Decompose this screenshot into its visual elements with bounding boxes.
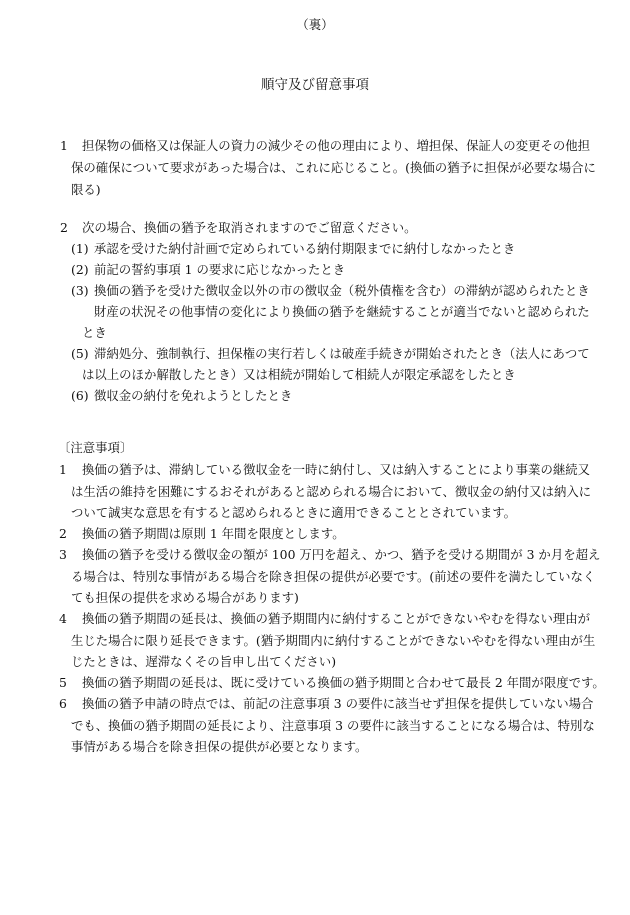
- note-line: じたときは、遅滞なくその旨申し出てください): [71, 654, 337, 669]
- section-2-item-text: 滞納処分、強制執行、担保権の実行若しくは破産手続きが開始されたとき（法人にあつて: [94, 346, 590, 361]
- section-1-line: 限る): [71, 182, 101, 197]
- page-title: 順守及び留意事項: [261, 77, 369, 93]
- note-line: 換価の猶予申請の時点では、前記の注意事項 3 の要件に該当せず担保を提供していない場合: [82, 696, 594, 711]
- note-line: 換価の猶予期間の延長は、既に受けている換価の猶予期間と合わせて最長 2 年間が限度です。: [82, 675, 605, 690]
- note-line: は生活の維持を困難にするおそれがあると認められる場合において、徴収金の納付又は納入に: [71, 484, 592, 499]
- note-number: 1: [59, 462, 67, 477]
- note-line: る場合は、特別な事情がある場合を除き担保の提供が必要です。(前述の要件を満たしていなく: [71, 569, 596, 584]
- section-2-number: 2: [60, 220, 68, 235]
- notes-heading: 〔注意事項〕: [58, 440, 133, 455]
- note-line: 生じた場合に限り延長できます。(猶予期間内に納付することができないやむを得ない理由が生: [71, 633, 596, 648]
- section-2-item-text: は以上のほか解散したとき）又は相続が開始して相続人が限定承認をしたとき: [82, 367, 516, 382]
- note-number: 4: [59, 611, 67, 626]
- note-line: ついて誠実な意思を有すると認められるときに適用できることとされています。: [71, 505, 517, 520]
- section-2-item-label: (5): [71, 346, 89, 361]
- header-mark: （裏）: [296, 17, 334, 32]
- note-number: 6: [59, 696, 67, 711]
- note-number: 5: [59, 675, 67, 690]
- section-1-line: 担保物の価格又は保証人の資力の減少その他の理由により、増担保、保証人の変更その他担: [82, 138, 591, 153]
- section-2-item-text: 徴収金の納付を免れようとしたとき: [94, 388, 293, 403]
- note-line: 換価の猶予は、滞納している徴収金を一時に納付し、又は納入することにより事業の継続又: [82, 462, 591, 477]
- section-2-item-text: 財産の状況その他事情の変化により換価の猶予を継続することが適当でないと認められた: [94, 304, 590, 319]
- section-1-line: 保の確保について要求があった場合は、これに応じること。(換価の猶予に担保が必要な場合に: [71, 160, 596, 175]
- note-line: 事情がある場合を除き担保の提供が必要となります。: [71, 739, 368, 754]
- section-2-lead: 次の場合、換価の猶予を取消されますのでご留意ください。: [82, 220, 417, 235]
- section-2-item-label: (2): [71, 262, 89, 277]
- note-line: ても担保の提供を求める場合があります): [71, 590, 299, 605]
- section-2-item-label: (3): [71, 283, 89, 298]
- note-line: 換価の猶予期間の延長は、換価の猶予期間内に納付することができないやむを得ない理由が: [82, 611, 591, 626]
- section-2-item-label: (6): [71, 388, 89, 403]
- section-2-item-text: とき: [82, 325, 107, 340]
- section-2-item-text: 前記の誓約事項 1 の要求に応じなかったとき: [94, 262, 346, 277]
- section-1-number: 1: [60, 138, 68, 153]
- note-line: 換価の猶予を受ける徴収金の額が 100 万円を超え、かつ、猶予を受ける期間が 3 か月を超え: [82, 547, 601, 562]
- section-2-item-text: 換価の猶予を受けた徴収金以外の市の徴収金（税外債権を含む）の滞納が認められたとき: [94, 283, 590, 298]
- section-2-item-text: 承認を受けた納付計画で定められている納付期限までに納付しなかったとき: [94, 241, 516, 256]
- note-line: でも、換価の猶予期間の延長により、注意事項 3 の要件に該当することになる場合は、特別な: [71, 718, 595, 733]
- section-2-item-label: (1): [71, 241, 89, 256]
- note-number: 3: [59, 547, 67, 562]
- note-number: 2: [59, 526, 67, 541]
- note-line: 換価の猶予期間は原則 1 年間を限度とします。: [82, 526, 345, 541]
